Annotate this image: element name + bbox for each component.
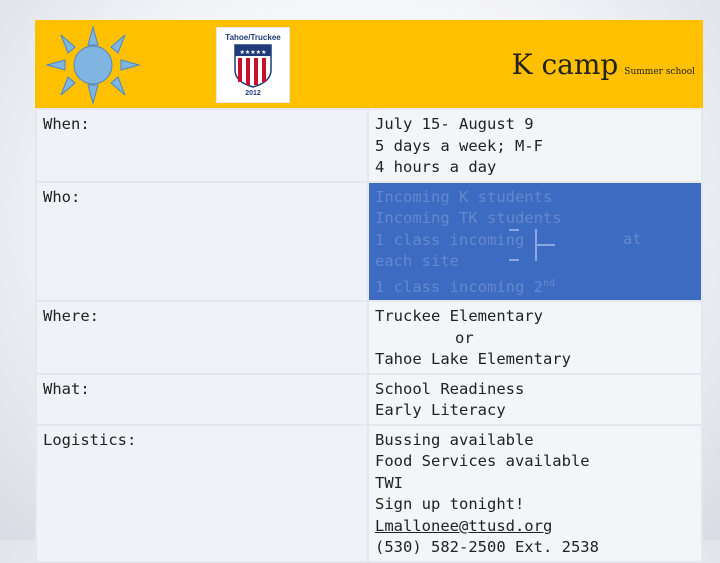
row-value-logistics xyxy=(368,425,702,562)
svg-text:★★★★★: ★★★★★ xyxy=(239,49,267,56)
row-value-when xyxy=(368,109,702,182)
bracket-shape xyxy=(517,229,537,261)
value-line: each site xyxy=(375,252,459,270)
header-banner xyxy=(35,20,703,108)
value-line: Early Literacy xyxy=(375,401,506,420)
value-line: 5 days a week; M-F xyxy=(375,136,543,155)
value-line: 1 class incoming xyxy=(375,230,525,249)
bracket-tick xyxy=(535,244,555,246)
value-fragment: at xyxy=(623,229,642,248)
shield-icon xyxy=(234,44,272,88)
email-link[interactable]: Lmallonee@ttusd.org xyxy=(375,516,553,535)
row-label-what: What: xyxy=(36,374,368,425)
slide xyxy=(35,20,703,560)
value-line: Tahoe Lake Elementary xyxy=(375,350,571,369)
value-line xyxy=(375,273,695,299)
phone-text: (530) 582-2500 Ext. 2538 xyxy=(375,538,599,557)
value-text: or xyxy=(455,328,474,347)
sun-icon xyxy=(43,25,143,105)
value-line xyxy=(375,328,695,350)
table-row xyxy=(36,182,702,302)
value-line: Incoming K students xyxy=(375,187,553,206)
value-line: School Readiness xyxy=(375,379,525,398)
table-row xyxy=(36,425,702,562)
info-table xyxy=(35,108,703,563)
value-line: Sign up tonight! xyxy=(375,495,525,514)
superscript: nd xyxy=(542,277,556,289)
row-value-where xyxy=(368,301,702,374)
value-line: TWI xyxy=(375,473,403,492)
title-sub: Summer school xyxy=(624,67,695,77)
value-line: Truckee Elementary xyxy=(375,307,543,326)
row-label-where: Where: xyxy=(36,301,368,374)
table-row xyxy=(36,374,702,425)
row-label-who: Who: xyxy=(36,182,368,302)
logo-year: 2012 xyxy=(245,90,261,97)
value-line: Bussing available xyxy=(375,430,534,449)
row-value-who xyxy=(368,182,702,302)
page-title xyxy=(512,48,695,81)
value-text: 1 class incoming 2 xyxy=(375,277,543,296)
table-row xyxy=(36,301,702,374)
row-value-what xyxy=(368,374,702,425)
row-label-logistics: Logistics: xyxy=(36,425,368,562)
title-main: K camp xyxy=(511,48,619,81)
value-line: Food Services available xyxy=(375,452,590,471)
value-line: 4 hours a day xyxy=(375,158,497,176)
logo-top-text: Tahoe/Truckee xyxy=(225,33,281,42)
table-row xyxy=(36,109,702,182)
row-label-when: When: xyxy=(36,109,368,182)
all-america-city-logo xyxy=(216,27,290,103)
value-line: Incoming TK students xyxy=(375,209,562,227)
value-line: July 15- August 9 xyxy=(375,115,534,133)
